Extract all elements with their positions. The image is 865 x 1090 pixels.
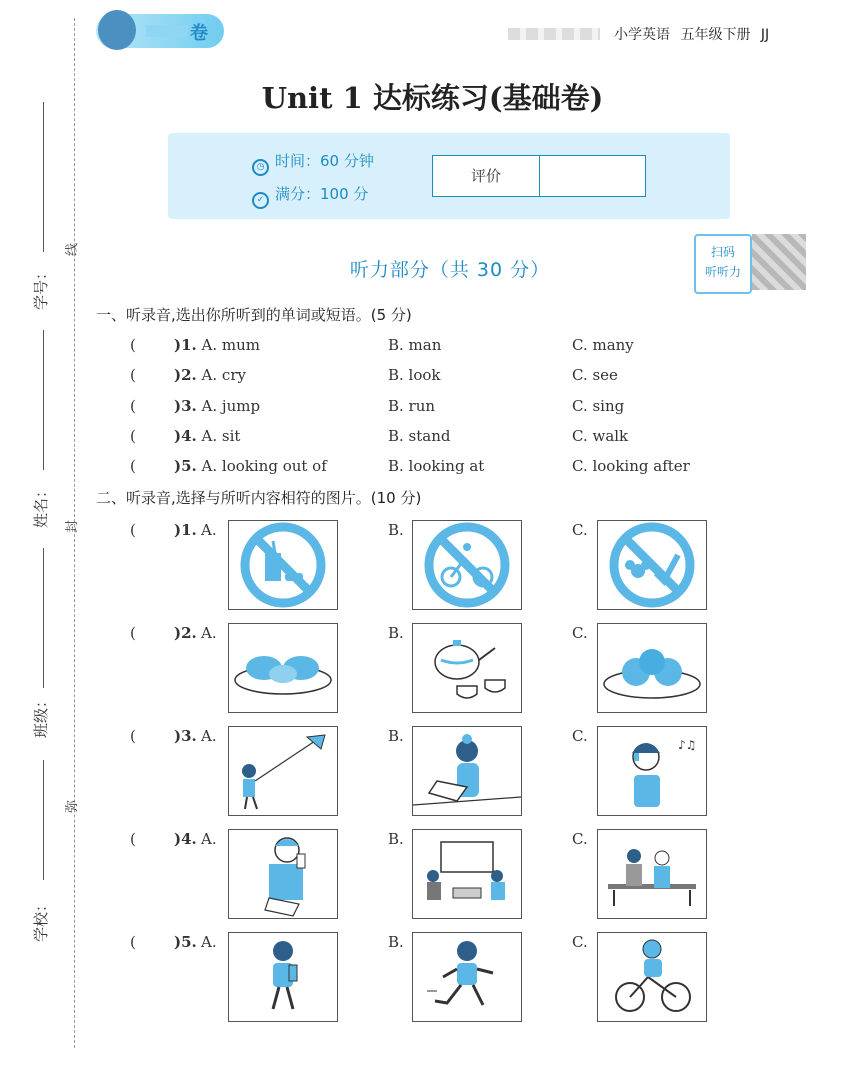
time-text: 时间：60 分钟 — [275, 152, 374, 170]
question-number: )5. — [174, 933, 197, 951]
name-label: 姓名： — [32, 482, 50, 528]
girl-flying-kite-picture[interactable] — [228, 726, 338, 816]
section-title: 听力部分（共 30 分） — [349, 259, 551, 281]
check-icon: ✓ — [252, 192, 269, 209]
boy-walking-picture[interactable] — [228, 932, 338, 1022]
no-bike-sign-picture[interactable] — [412, 520, 522, 610]
option-c: C. walk — [572, 427, 629, 445]
option-label-b: B. — [388, 727, 404, 745]
oranges-picture[interactable] — [597, 623, 707, 713]
series-logo — [96, 10, 226, 50]
question-number: )1. — [174, 521, 197, 539]
option-b: B. man — [388, 336, 442, 354]
option-label-a: A. — [201, 521, 217, 539]
option-a: A. looking out of — [201, 457, 327, 475]
answer-blank[interactable]: ( — [130, 336, 136, 354]
question-number: )4. — [174, 830, 197, 848]
option-c: C. see — [572, 366, 618, 384]
answer-blank[interactable]: ( — [130, 727, 136, 745]
part1-heading: 一、听录音,选出你所听到的单词或短语。(5 分) — [96, 306, 412, 324]
part2-heading: 二、听录音,选择与所听内容相符的图片。(10 分) — [96, 489, 422, 507]
option-label-c: C. — [572, 521, 588, 539]
answer-blank[interactable]: ( — [130, 397, 136, 415]
header-info — [614, 24, 769, 44]
evaluation-label: 评价 — [433, 156, 540, 196]
name-line — [43, 330, 44, 470]
logo-text: 卷 — [190, 23, 208, 44]
scan-listening-badge[interactable] — [694, 234, 752, 294]
question-number: )1. — [174, 336, 197, 354]
no-picking-flowers-sign-picture[interactable] — [597, 520, 707, 610]
option-b: B. run — [388, 397, 436, 415]
option-label-b: B. — [388, 933, 404, 951]
option-label-b: B. — [388, 624, 404, 642]
clock-icon: ◷ — [252, 159, 269, 176]
option-a: A. mum — [201, 336, 261, 354]
option-label-a: A. — [201, 830, 217, 848]
boy-running-picture[interactable] — [412, 932, 522, 1022]
question-number: )4. — [174, 427, 197, 445]
school-line — [43, 760, 44, 880]
option-label-c: C. — [572, 727, 588, 745]
answer-blank[interactable]: ( — [130, 521, 136, 539]
option-label-c: C. — [572, 933, 588, 951]
option-label-b: B. — [388, 521, 404, 539]
time-row — [252, 150, 374, 176]
student-no-line — [43, 102, 44, 252]
option-label-a: A. — [201, 624, 217, 642]
question-number: )2. — [174, 624, 197, 642]
cakes-picture[interactable] — [228, 623, 338, 713]
answer-blank[interactable]: ( — [130, 366, 136, 384]
people-on-bench-picture[interactable] — [597, 829, 707, 919]
man-drinking-water-picture[interactable] — [228, 829, 338, 919]
scan-label-2: 听听力 — [704, 265, 741, 279]
score-text: 满分：100 分 — [275, 185, 369, 203]
no-food-sign-picture[interactable] — [228, 520, 338, 610]
header-edition: JJ — [760, 27, 770, 43]
option-a: A. sit — [201, 427, 241, 445]
svg-text:♪♫: ♪♫ — [678, 738, 697, 752]
answer-blank[interactable]: ( — [130, 830, 136, 848]
header-grade: 五年级下册 — [680, 27, 751, 43]
answer-blank[interactable]: ( — [130, 457, 136, 475]
option-b: B. stand — [388, 427, 451, 445]
header-subject: 小学英语 — [614, 27, 670, 43]
boy-riding-bike-picture[interactable] — [597, 932, 707, 1022]
answer-blank[interactable]: ( — [130, 427, 136, 445]
score-row — [252, 183, 368, 209]
option-c: C. looking after — [572, 457, 690, 475]
teapot-cups-picture[interactable] — [412, 623, 522, 713]
answer-blank[interactable]: ( — [130, 933, 136, 951]
option-label-c: C. — [572, 624, 588, 642]
option-c: C. many — [572, 336, 634, 354]
question-number: )3. — [174, 397, 197, 415]
option-b: B. looking at — [388, 457, 485, 475]
woman-listening-music-picture[interactable] — [597, 726, 707, 816]
info-box — [168, 133, 730, 219]
bind-char-line: 线 — [65, 242, 81, 257]
student-no-label: 学号： — [32, 264, 50, 310]
class-line — [43, 548, 44, 688]
logo-avatar — [98, 10, 136, 50]
scan-label-1: 扫码 — [710, 245, 735, 259]
option-c: C. sing — [572, 397, 625, 415]
option-label-c: C. — [572, 830, 588, 848]
option-label-b: B. — [388, 830, 404, 848]
evaluation-box[interactable] — [432, 155, 646, 197]
option-label-a: A. — [201, 933, 217, 951]
school-label: 学校： — [32, 896, 50, 942]
option-b: B. look — [388, 366, 441, 384]
option-a: A. cry — [201, 366, 246, 384]
question-number: )5. — [174, 457, 197, 475]
qr-code[interactable] — [752, 234, 806, 290]
girl-reading-book-picture[interactable] — [412, 726, 522, 816]
answer-blank[interactable]: ( — [130, 624, 136, 642]
class-label: 班级： — [32, 692, 50, 738]
question-number: )3. — [174, 727, 197, 745]
blurred-brand — [508, 28, 600, 40]
family-watching-tv-picture[interactable] — [412, 829, 522, 919]
question-number: )2. — [174, 366, 197, 384]
bind-char-seal: 封 — [65, 519, 81, 534]
bind-char-fill: 弥 — [65, 799, 81, 814]
option-label-a: A. — [201, 727, 217, 745]
page-title: Unit 1 达标练习(基础卷) — [261, 81, 604, 115]
option-a: A. jump — [201, 397, 261, 415]
